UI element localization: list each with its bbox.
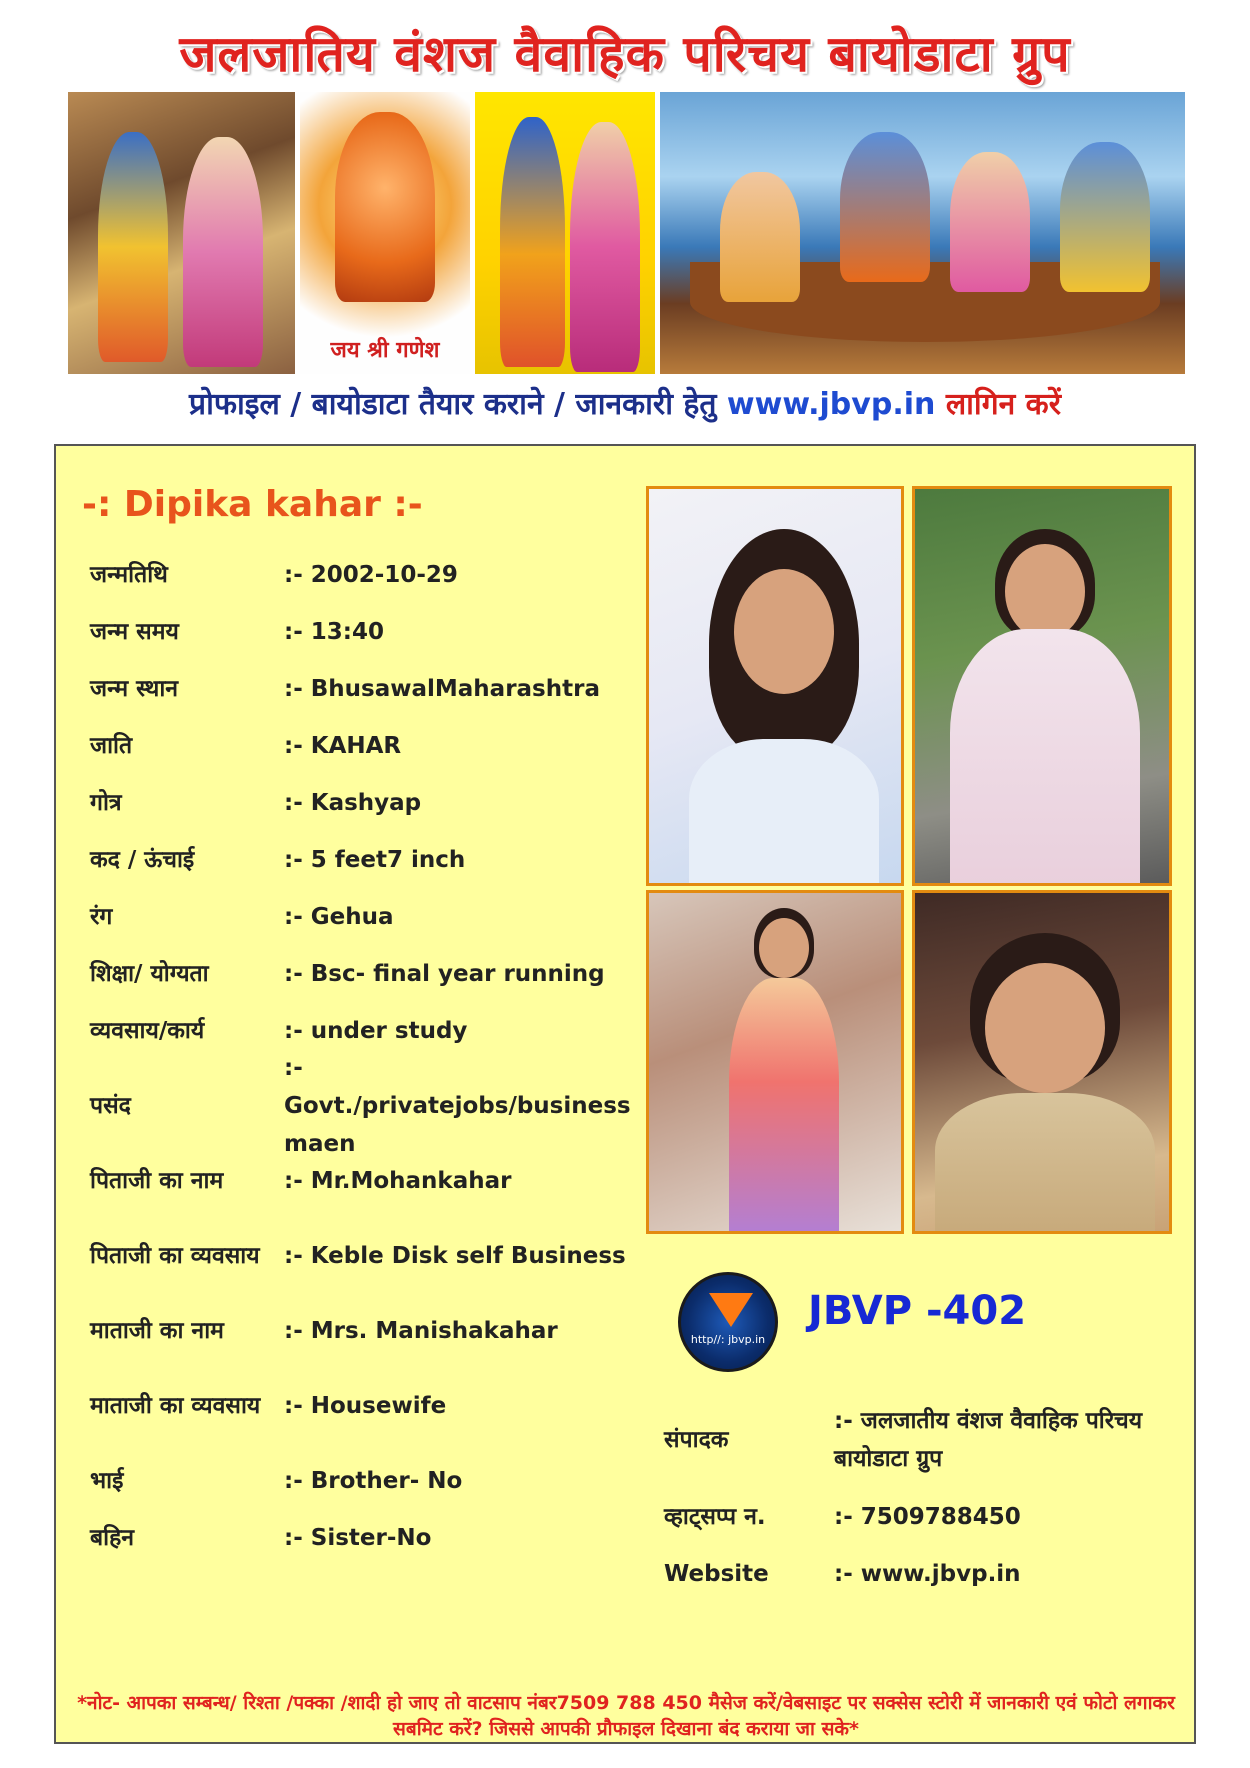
banner-image-ram-sita-2 [475,92,655,374]
field-row: जाति :- KAHAR [90,732,402,759]
ganesh-caption: जय श्री गणेश [330,338,440,363]
field-row: कद / ऊंचाई :- 5 feet7 inch [90,846,466,873]
banner-image-boat [660,92,1185,374]
page-title: जलजातिय वंशज वैवाहिक परिचय बायोडाटा ग्रुप [179,25,1071,83]
field-row: माताजी का नाम :- Mrs. Manishakahar [90,1317,558,1344]
profile-name: -: Dipika kahar :- [82,484,423,525]
profile-id: JBVP -402 [808,1288,1027,1334]
field-row: भाई :- Brother- No [90,1467,463,1494]
contact-row: व्हाट्सप्प न. :- 7509788450 [664,1503,1021,1530]
profile-photo-3 [646,890,904,1234]
field-row: गोत्र :- Kashyap [90,789,422,816]
field-row: बहिन :- Sister-No [90,1524,432,1551]
profile-photo-2 [912,486,1172,886]
biodata-card [54,444,1196,1744]
profile-fields [90,546,650,1566]
footer-note: *नोट- आपका सम्बन्ध/ रिश्ता /पक्का /शादी हो जाए तो वाटसाप नंबर7509 788 450 मैसेज करें/वेबसाइट पर सक्सेस स्टोरी में जानकारी एवं फोटो लगाकर सबमिट करें? जिससे आपकी प्रौफाइल दिखाना बंद कराया जा सके* [77,1692,1175,1740]
subtitle-banner [0,382,1250,423]
banner-image-ram-sita [68,92,295,374]
field-row: जन्म स्थान :- BhusawalMaharashtra [90,675,600,702]
contact-row: संपादक :- जलजातीय वंशज वैवाहिक परिचय बायोडाटा ग्रुप [664,1408,1143,1472]
field-row: रंग :- Gehua [90,903,394,930]
banner-image-ganesh [300,92,470,374]
website-link[interactable]: www.jbvp.in [726,387,936,422]
contact-row: Website :- www.jbvp.in [664,1545,1164,1602]
contact-info [664,1392,1164,1602]
login-text: लागिन करें [945,387,1061,422]
field-row: जन्म समय :- 13:40 [90,618,384,645]
field-row: माताजी का व्यवसाय :- Housewife [90,1392,447,1419]
jbvp-logo-icon [678,1272,778,1372]
profile-photo-1 [646,486,904,886]
subtitle-prefix: प्रोफाइल / बायोडाटा तैयार कराने / जानकारी हेतु [189,387,717,422]
field-row: पिताजी का व्यवसाय :- Keble Disk self Business [90,1242,626,1269]
logo-text: http//: jbvp.in [690,1333,766,1346]
field-row: शिक्षा/ योग्यता :- Bsc- final year running [90,960,605,987]
field-row: पसंद :- Govt./privatejobs/business maen [90,1054,631,1157]
field-row: पिताजी का नाम :- Mr.Mohankahar [90,1167,512,1194]
field-row: व्यवसाय/कार्य :- under study [90,1017,468,1044]
field-row: जन्मतिथि :- 2002-10-29 [90,561,458,588]
profile-photo-4 [912,890,1172,1234]
website-value[interactable]: :- www.jbvp.in [834,1560,1021,1587]
